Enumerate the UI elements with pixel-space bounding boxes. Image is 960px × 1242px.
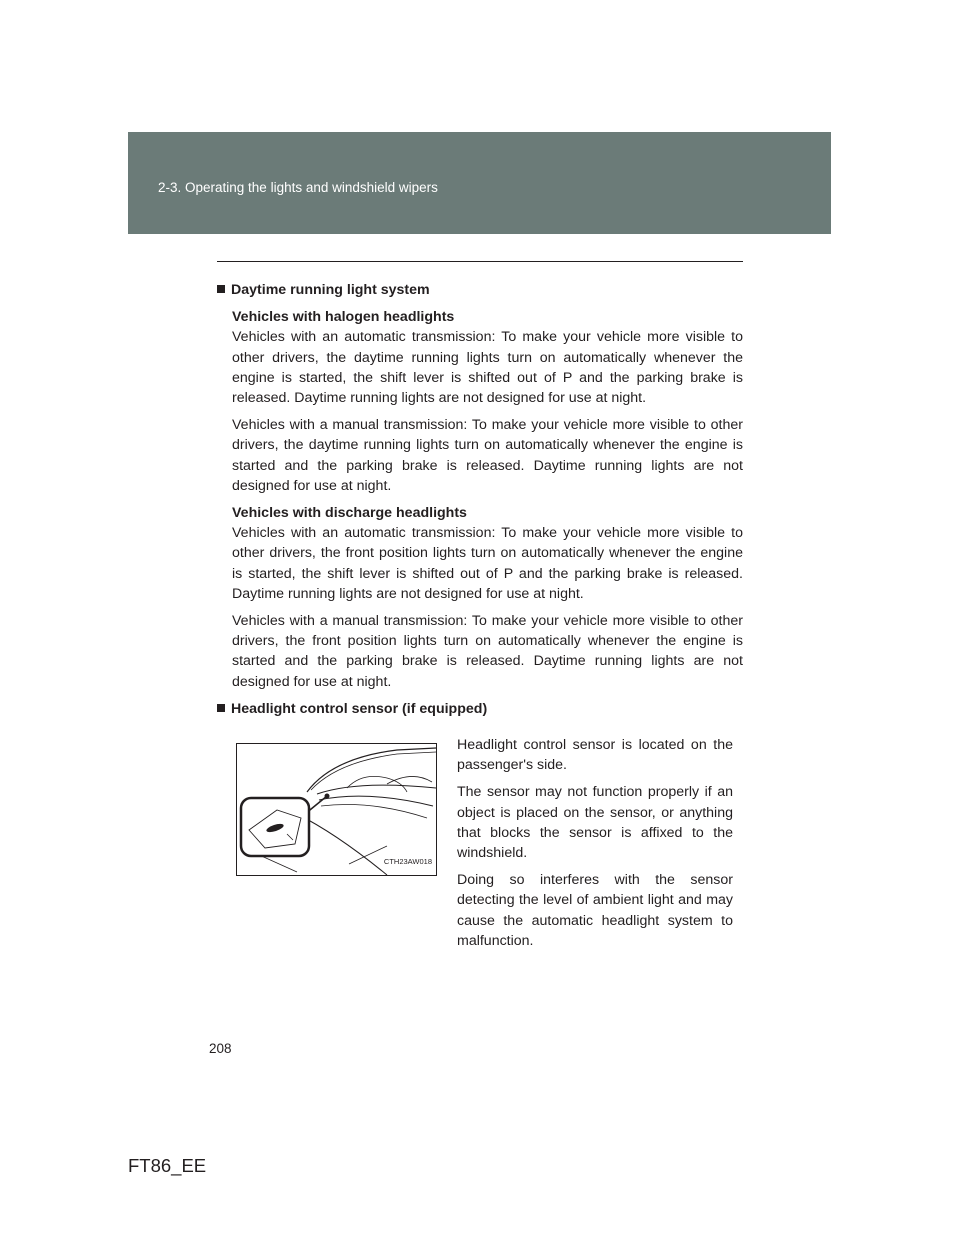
discharge-subheading: Vehicles with discharge headlights [232,505,467,522]
sensor-section [217,726,743,956]
discharge-manual-paragraph: Vehicles with a manual transmission: To make your vehicle more visible to other drivers, the front position lights turn on automatically whenever the engine is started and the parking brake is released. Daytime running lights are not designed for use at night. [232,613,743,690]
sensor-description [457,735,733,958]
figure-code: CTH23AW018 [383,856,432,866]
sensor-warning-text: The sensor may not function properly if an object is placed on the sensor, or anything that blocks the sensor is affixed to the windshield. [457,784,733,862]
section-header-band [128,132,831,234]
drl-heading [217,280,743,300]
halogen-manual-paragraph: Vehicles with a manual transmission: To make your vehicle more visible to other drivers, the daytime running lights turn on automatically whenever the engine is started and the parking brake is released. Daytime running lights are not designed for use at night. [232,417,743,494]
square-bullet-icon [217,704,225,712]
sensor-heading [217,699,743,719]
halogen-subheading: Vehicles with halogen headlights [232,309,455,326]
divider-rule [217,261,743,262]
drl-heading-text: Daytime running light system [231,282,430,298]
document-code: FT86_EE [128,1155,207,1176]
page-number: 208 [209,1041,232,1056]
halogen-automatic-paragraph: Vehicles with an automatic transmission: To make your vehicle more visible to other drivers, the daytime running lights turn on automatically whenever the engine is started, the shift lever is shifted out of P and the parking brake is released. Daytime running lights are not designed for use at night. [232,329,743,407]
discharge-automatic-paragraph: Vehicles with an automatic transmission: To make your vehicle more visible to other drivers, the front position lights turn on automatically whenever the engine is started, the shift lever is shifted out of P and the parking brake is released. Daytime running lights are not designed for use at night. [232,525,743,602]
sensor-location-text: Headlight control sensor is located on the passenger's side. [457,737,733,774]
sensor-location-illustration [236,743,437,876]
section-title: 2-3. Operating the lights and windshield wipers [158,180,438,195]
sensor-interference-text: Doing so interferes with the sensor detecting the level of ambient light and may cause the automatic headlight system to malfunction. [457,872,733,949]
sensor-heading-text: Headlight control sensor (if equipped) [231,700,488,717]
page-content [217,280,743,956]
square-bullet-icon [217,285,225,293]
